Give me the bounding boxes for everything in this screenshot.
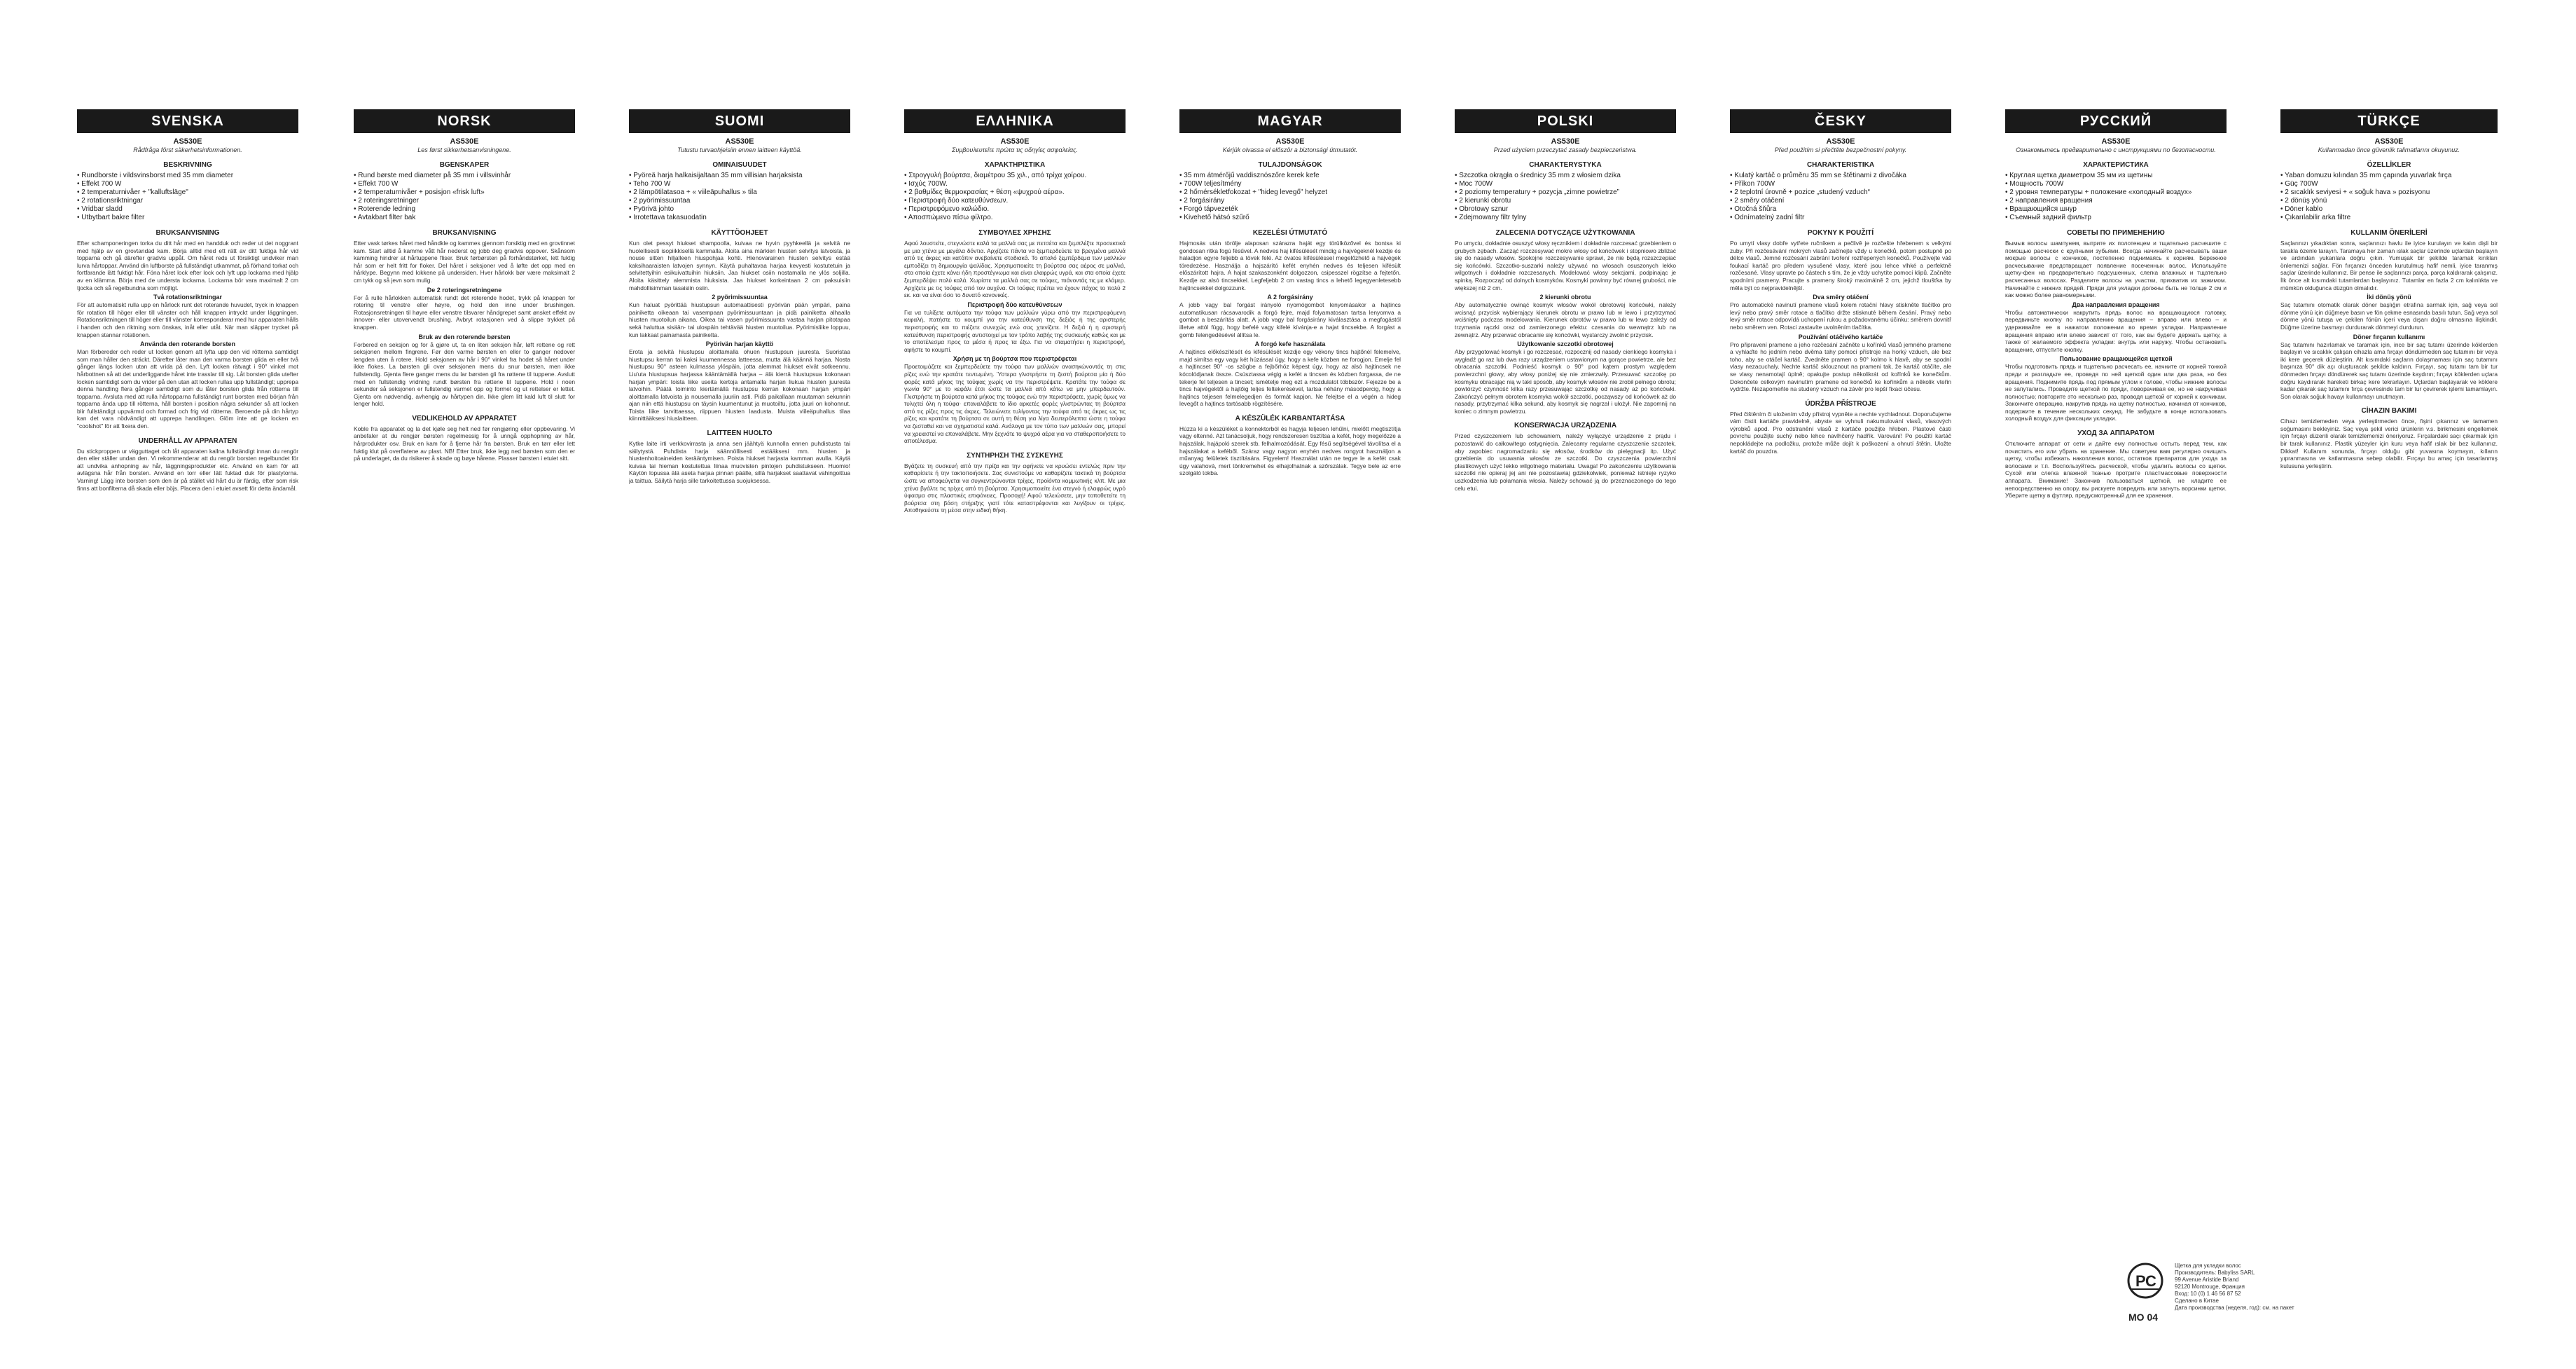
feature-list [1730, 172, 1951, 222]
usage-title: СОВЕТЫ ПО ПРИМЕНЕНИЮ [2067, 229, 2165, 237]
certification-text [2175, 1263, 2322, 1312]
model-number: AS530E [2374, 137, 2404, 146]
certification-line: Производитель: Babyliss SARL [2175, 1270, 2255, 1276]
brush-title: Používání otáčivého kartáče [1798, 333, 1883, 340]
feature-item: • 2 dönüş yönü [2280, 197, 2498, 205]
svg-text:C: C [2145, 1272, 2156, 1290]
rotation-title: De 2 roteringsretningene [427, 286, 502, 294]
language-header: POLSKI [1455, 109, 1676, 133]
brush-text: Aby przygotować kosmyk i go rozczesać, rozpocznij od nasady cienkiego kosmyka i wygładź go raz lub dwa razy urządzeniem ustawionym na gorące powietrze, ale bez obracania szczotki. Podnieść kosmyk o 90° pod kątem prostym względem powierzchni głowy, aby włosy poniżej się nie zmierzwiły. Przesuwać szczotkę po kosmyku obracając nią w taki sposób, aby kosmyk włosów nie zrobił pełnego obrotu; powtórzyć czynność kilka razy przesuwając szczotkę od nasady aż po końcówki. Zakończyć pełnym obrotem kosmyka wokół szczotki, począwszy od końcówek aż do nasady, przytrzymać kilka sekund, aby kosmyk się nagrzał i ułożył. Nie zapomnij na koniec o zimnym powietrzu. [1455, 348, 1676, 415]
description-title: ÖZELLİKLER [2367, 161, 2411, 169]
model-number: AS530E [173, 137, 202, 146]
certification-line: Щетка для укладки волос [2175, 1263, 2241, 1269]
usage-text: Po umyciu, dokładnie osuszyć włosy ręcznikiem i dokładnie rozczesać grzebieniem o grubych zębach. Zacząć rozczesywać mokre włosy od końcówek i stopniowo zbliżać się do nasady włosów. Spokojne rozczesywanie sprawi, że nie będą rozszczepiać się końcówki. Szczotko-suszarki należy używać na włosach osuszonych lekko wilgotnych i dokładnie rozczesanych. Modelować włosy sekcjami, podpinając je spinką. Rozpocząć od dolnych kosmyków. Kosmyki powinny być równej grubości, nie większej niż 2 cm. [1455, 240, 1676, 291]
feature-item: • Příkon 700W [1730, 180, 1951, 188]
brush-title: Bruk av den roterende børsten [418, 333, 511, 340]
rotation-text: Για να τυλίξετε αυτόματα την τούφα των μαλλιών γύρω από την περιστρεφόμενη κεφαλή, πατήστε το κουμπί για την κατεύθυνση της δεξιάς ή της αριστερής περιστροφής και το πιέζετε συνεχώς ενώ σας χτενίζετε. Η δεξιά ή η αριστερή κατεύθυνση περιστροφής αντιστοιχεί με τον τρόπο λαβής της συσκευής καθώς και με το αποτέλεσμα προς τα μέσα ή προς τα έξω. Για να σταματήσει η περιστροφή, αφήστε το κουμπί. [904, 308, 1126, 353]
rotation-text: Kun haluat pyörittää hiustupsun automaattisesti pyörivän pään ympäri, paina painiketta oikeaan tai vasempaan pyörimissuuntaan ja pidä painiketta alhaalla hiusten muotoilun aikana. Oikea tai vasen pyörimissuunta vastaa harjan pitotapaa sekä haluttua sisään- tai ulospäin tehtävää hiusten muotoilua. Pyörimisliike loppuu, kun lakkaat painamasta painiketta. [629, 301, 850, 338]
safety-note: Rådfråga först säkerhetsinformationen. [133, 146, 242, 153]
feature-item: • Zdejmowany filtr tylny [1455, 214, 1676, 222]
feature-item: • 2 hőmérsékletfokozat + "hideg levegő" helyzet [1179, 188, 1401, 197]
description-title: CHARAKTERISTIKA [1806, 161, 1875, 169]
feature-item: • Vridbar sladd [77, 205, 298, 214]
feature-item: • 2 temperaturnivåer + "kalluftsläge" [77, 188, 298, 197]
brush-title: Döner fırçanın kullanımı [2353, 333, 2425, 340]
care-title: ΣΥΝΤΗΡΗΣΗ ΤΗΣ ΣΥΣΚΕΥΗΣ [967, 451, 1063, 460]
care-text: Du stickproppen ur vägguttaget och låt apparaten kallna fullständigt innan du rengör den eller ställer undan den. Vi rekommenderar att du rengör borsten regelbundet för att undvika anhopning av hår, läggningsprodukter etc. Använd en kam för att avlägsna hår från borsten. Använd en torr eller lätt fuktad duk för plastytorna. Varning! Lägg inte borsten som den är på stället vid hårt du är färdig, efter som risk finns att bonfilterna då skada eller böjs. Placera den i etuiet avsett för detta ändamål. [77, 447, 298, 492]
language-header: ČESKY [1730, 109, 1951, 133]
language-column-8 [2280, 109, 2498, 1342]
rotation-title: 2 kierunki obrotu [1539, 294, 1591, 301]
language-column-6 [1730, 109, 1951, 1342]
language-header: NORSK [354, 109, 575, 133]
feature-item: • Περιστροφή δύο κατευθύνσεων. [904, 197, 1126, 205]
description-title: TULAJDONSÁGOK [1258, 161, 1322, 169]
feature-item: • Odnímatelný zadní filtr [1730, 214, 1951, 222]
feature-item: • 2 sıcaklık seviyesi + « soğuk hava » pozisyonu [2280, 188, 2498, 197]
brush-title: A forgó kefe használata [1254, 340, 1326, 348]
feature-item: • Effekt 700 W [354, 180, 575, 188]
model-number: AS530E [450, 137, 479, 146]
safety-note: Kullanmadan önce güvenlik talimatlarını okuyunuz. [2318, 146, 2460, 153]
brush-title: Pyörivän harjan käyttö [705, 340, 774, 348]
feature-item: • Effekt 700 W [77, 180, 298, 188]
feature-list [2280, 172, 2498, 222]
rotation-title: Περιστροφή δύο κατευθύνσεων [967, 301, 1062, 308]
feature-item: • 700W teljesítmény [1179, 180, 1401, 188]
language-header: SVENSKA [77, 109, 298, 133]
feature-item: • 2 forgásirány [1179, 197, 1401, 205]
brush-text: Προετοιμάζετε και ξεμπερδεύετε την τούφα των μαλλιών ανασηκώνοντάς τη στις ρίζες ενώ την κρατάτε τεντωμένη. Ύστερα γλιστρήστε τη ζεστή βούρτσα μία ή δύο φορές κατά μήκος της τούφας χωρίς να την περιστρέψετε. Κρατάτε την τούφα σε γωνία 90° με το κεφάλι έτσι ώστε τα μαλλιά από κάτω να μην μπερδευτούν. Γλιστρήστε τη βούρτσα κατά μήκος της τούφας ενώ την περιστρέφετε, χωρίς όμως να τυλιχτεί όλη η τούφα· επαναλάβετε το ίδιο αρκετές φορές γλιστρώντας τη βούρτσα από τις ρίζες προς τις άκρες. Τελειώνετε τυλίγοντας την τούφα από τις άκρες ως τις ρίζες και κρατάτε τη βούρτσα σε αυτή τη θέση για λίγα δευτερόλεπτα ώστε η τούφα να ζεσταθεί και να σχηματιστεί καλά. Ανάλογα με τον τύπο των μαλλιών σας, μπορεί να χρειαστεί να επαναλάβετε. Μην ξεχνάτε το ψυχρό αέρα για να σταθεροποιήσετε το αποτέλεσμα. [904, 363, 1126, 445]
rotation-text: Чтобы автоматически накрутить прядь волос на вращающуюся головку, передвиньте кнопку по направлению вращения – вправо или влево – и удерживайте ее в нажатом положении во время укладки. Направление вращения вправо или влево зависит от того, как вы будете держать щетку, а также от желаемого эффекта укладки: внутрь или наружу. Чтобы остановить вращение, отпустите кнопку. [2005, 308, 2227, 353]
feature-list [1455, 172, 1676, 222]
feature-item: • Съемный задний фильтр [2005, 214, 2227, 222]
rotation-text: Aby automatycznie owinąć kosmyk włosów wokół obrotowej końcówki, należy wcisnąć przycisk wybierający kierunek obrotu w prawo lub w lewo i przytrzymać wciśnięty podczas modelowania. Kierunek obrotów w prawo lub w lewo zależy od trzymania rączki oraz od zamierzonego efektu: czesania do wewnątrz lub na zewnątrz. Aby przerwać obracanie się końcówki, wystarczy zwolnić przycisk. [1455, 301, 1676, 338]
care-text: Βγάζετε τη συσκευή από την πρίζα και την αφήνετε να κρυώσει εντελώς πριν την καθαρίσετε ή την τακτοποιήσετε. Σας συνιστούμε να καθαρίζετε τακτικά τη βούρτσα ώστε να αποφεύγεται να συγκεντρώνονται τρίχες, προϊόντα κομμωτικής κλπ. Με μια χτένα βγάλτε τις τρίχες από τη βούρτσα. Χρησιμοποιείτε ένα στεγνό ή ελαφρώς υγρό ύφασμα στις πλαστικές επιφάνειες. Προσοχή! Αφού τελειώσετε, μην τοποθετείτε τη βούρτσα στη βάση στήριξης γιατί τότε καταστρέφονται και λυγίζουν οι τρίχες. Αποθηκεύστε τη μέσα στην ειδική θήκη. [904, 462, 1126, 514]
rotation-text: För att automatiskt rulla upp en hårlock runt det roterande huvudet, tryck in knappen för rotation till höger eller till vänster och håll knappen intryckt under läggningen. Rotationsriktningen till höger eller till vänster korresponderar med hur apparaten hålls i handen och den riktning som önskas, inåt eller utåt. När man släpper trycket på knappen stannar rotationen. [77, 301, 298, 338]
feature-item: • Forgó tápvezeték [1179, 205, 1401, 214]
language-column-5 [1455, 109, 1676, 1342]
description-title: ХАРАКТЕРИСТИКА [2083, 161, 2149, 169]
usage-title: BRUKSANVISNING [155, 229, 220, 237]
safety-note: Les først sikkerhetsanvisningene. [417, 146, 511, 153]
feature-item: • Rundborste i vildsvinsborst med 35 mm diameter [77, 172, 298, 180]
rotation-title: A 2 forgásirány [1267, 294, 1313, 301]
care-text: Před čištěním či uložením vždy přístroj vypněte a nechte vychladnout. Doporučujeme vám čistit kartáče pravidelně, abyste se vyhnuli nakumulování vlasů, vlasových výrobků apod. Pro odstranění vlasů z kartáče použijte hřeben. Plastové části povrchu použijte suchý nebo lehce navlhčený hadřík. Varování! Po použití kartáč nepokládejte na podložku, protože může dojít k poškození a ohnutí štětin. Uložte kartáč do pouzdra. [1730, 410, 1951, 455]
feature-list [904, 172, 1126, 222]
feature-item: • Güç 700W [2280, 180, 2498, 188]
brush-title: Пользование вращающейся щеткой [2059, 355, 2173, 363]
brush-text: Pro připravení pramene a jeho rozčesání začněte u kořínků vlasů jemného pramene a vyhlaďte ho jedním nebo dvěma tahy pomocí přístroje na horký vzduch, ale bez toho, aby se otáčel kartáč. Zvedněte pramen o 90° kolmo k hlavě, aby se spodní vlasy nezacuchaly. Nechte kartáč sklouznout na prameni tak, že kartáč otáčíte, ale se vlasy nenamotají úplně; opakujte postup několikrát od kořínků ke konečkům. Dokončete celkovým navinutím pramene od konečků ke kořínkům a několik vteřin vydržte. Nezapomeňte na studený vzduch na závěr pro lepší fixaci účesu. [1730, 340, 1951, 393]
feature-item: • 2 kierunki obrotu [1455, 197, 1676, 205]
usage-text: Kun olet pessyt hiukset shampoolla, kuivaa ne hyvin pyyhkeellä ja selvitä ne huolellisesti isopiikkisellä kammalla. Aloita aina märkien hiusten selvitys latvoista, ja nouse sitten hiljalleen hiuspohjaa kohti. Hienovarainen hiusten selvitys estää kaksihaaraisten latvojen synnyn. Käytä puhaltavaa harjaa kevyesti kostutetuin ja selvitettyihin esikuivattuihin hiuksiin. Jaa hiukset osiin nostamalla ne ylös soljilla. Aloita käsittely alemmista hiuksista. Jaa hiukset korkeintaan 2 cm paksuisiin mahdollisimman tasaisiin osiin. [629, 240, 850, 291]
feature-item: • 2 temperaturnivåer + posisjon «frisk luft» [354, 188, 575, 197]
language-column-2 [629, 109, 850, 1342]
rotation-title: İki dönüş yönü [2367, 294, 2411, 301]
feature-item: • 2 roteringsretninger [354, 197, 575, 205]
language-column-4 [1179, 109, 1401, 1342]
feature-list [77, 172, 298, 222]
brush-title: Χρήση με τη βούρτσα που περιστρέφεται [953, 355, 1077, 363]
brush-title: Använda den roterande borsten [139, 340, 236, 348]
feature-item: • Avtakbart filter bak [354, 214, 575, 222]
feature-list [1179, 172, 1401, 222]
feature-item: • Döner kablo [2280, 205, 2498, 214]
brush-text: Forbered en seksjon og for å gjøre ut, ta en liten seksjon hår, løft rettene og rett seksjonen mellom fingrene. Før den varme børsten en eller to ganger nedover lengden uten å rotere. Hold seksjonen av hår i 90° vinkel fra hodet så håret under ikke flokes. La børsten gli over seksjonen mens du snur børsten, men ikke fullstendig. Gjenta flere ganger mens du lar børsten gli fra røttene til tuppene. Avslutt med en fullstendig vridning rundt børsten fra røttene til tuppene. Hold i noen sekunder så seksjonen er fullstendig varmet opp og formet og ut rettelser er lettet. Gjenta om nødvendig, avhengig av hårtypen din. Ikke glem litt kald luft til slutt for lenger hold. [354, 340, 575, 408]
feature-item: • Moc 700W [1455, 180, 1676, 188]
language-columns [0, 109, 2576, 1342]
rotation-text: A jobb vagy bal forgást irányoló nyomógombot lenyomásakor a hajtincs automatikusan rácsavarodik a forgó fejre, majd folyamatosan tartsa lenyomva a gombot a beszárítás alatt. A jobb vagy bal forgásirány kiválasztása a megfogástól illetve attól függ, hogy befelé vagy kifelé kívánja-e a hajat tincsekbe. A forgást a gomb felengedésével állítsa le. [1179, 301, 1401, 338]
model-number: AS530E [1275, 137, 1305, 146]
usage-title: KULLANIM ÖNERİLERİ [2350, 229, 2428, 237]
care-title: LAITTEEN HUOLTO [707, 429, 773, 438]
certification-line: 99 Avenue Aristide Briand [2175, 1277, 2239, 1283]
description-title: OMINAISUUDET [712, 161, 767, 169]
care-title: KONSERWACJA URZĄDZENIA [1514, 422, 1617, 430]
language-column-1 [354, 109, 575, 1342]
feature-item: • Obrotowy sznur [1455, 205, 1676, 214]
feature-item: • 2 poziomy temperatury + pozycja „zimne powietrze” [1455, 188, 1676, 197]
feature-item: • 35 mm átmérőjű vaddisznószőre kerek kefe [1179, 172, 1401, 180]
usage-title: BRUKSANVISNING [432, 229, 497, 237]
certification-mark-icon [2126, 1261, 2165, 1303]
description-title: BESKRIVNING [163, 161, 212, 169]
feature-item: • Αποσπώμενο πίσω φίλτρο. [904, 214, 1126, 222]
usage-text: Вымыв волосы шампунем, вытрите их полотенцем и тщательно расчешите с помощью расчески с крупными зубьями. Всегда начинайте расчесывать ваши мокрые волосы с кончиков, постепенно поднимаясь к корням. Бережное расчесывание предотвращает появление посеченных волос. Используйте щетку-фен на предварительно подсушенных, слегка влажных и тщательно расчесанных волосах. Разделите волосы на участки, прихватив их зажимом. Начинайте с нижних прядей. Пряди для укладки должны быть не толще 2 см и как можно более равномерными. [2005, 240, 2227, 299]
brush-text: Чтобы подготовить прядь и тщательно расчесать ее, начните от корней тонкой пряди и разгладьте ее, проведя по ней щеткой один или два раза, но без вращения. Поднимите прядь под прямым углом к голове, чтобы нижние волосы не запутались. Проведите щеткой по пряди, поворачивая ее, но не накручивая полностью; повторите это несколько раз, проводя щеткой от корней к кончикам. Закончите операцию, накрутив прядь на щетку полностью, начиная от кончиков, подержите в течение нескольких секунд. Не забудьте в конце использовать холодный воздух для фиксации укладки. [2005, 363, 2227, 422]
certification-line: Дата производства (неделя, год): см. на пакет [2175, 1305, 2294, 1311]
language-header: TÜRKÇE [2280, 109, 2498, 133]
care-title: ÚDRŽBA PŘÍSTROJE [1805, 399, 1876, 408]
language-column-0 [77, 109, 298, 1342]
care-text: Húzza ki a készüléket a konnektorból és hagyja teljesen lehűlni, mielőtt megtisztítja vagy eltenné. Azt tanácsoljuk, hogy rendszeresen tisztítsa a kefét, hogy megelőzze a hajszálak, hajápoló szerek stb. felhalmozódását. Egy fésű segítségével távolítsa el a hajszálakat a keféből. Száraz vagy nagyon enyhén nedves rongyot használjon a műanyag felületek tisztítására. Figyelem! Használat után ne tegye le a kefét csak úgy valahová, mert tönkremehet és elhajolhatnak a szőrszálak. Tegye bele az erre szolgáló tokba. [1179, 425, 1401, 477]
rotation-title: Два направления вращения [2072, 301, 2160, 308]
feature-item: • Στρογγυλή βούρτσα, διαμέτρου 35 χιλ., από τρίχα χοίρου. [904, 172, 1126, 180]
brush-text: Erota ja selvitä hiustupsu aloittamalla ohuen hiustupsun juuresta. Suoristaa hiustupsu kerran tai kaksi kuumennessa latteessa, mutta älä käännä harjaa. Nosta hiustupsu 90° asteen kulmassa ylöspäin, jotta alemmat hiukset eivät sotkeennu. Liu'uta hiustupsua harjassa kääntämällä harjaa – älä kierrä hiustupsua kokonaan harjan ympäri: toista liike useita kertoja antamalla harjan liukua hiusten juuresta latvoihin. Päätä toiminto kiertämällä hiustupsu kerran kokonaan harjan ympäri aloittamalla latvoista ja nousemalla juuriin asti. Pidä paikallaan muutaman sekunnin ajan niin että hiustupsu on täysin kuumentunut ja muotoiltu, jotta juuri on kohonnut. Toista liike tarvittaessa, riippuen hiusten laadusta. Muista viileäpuhallus tilaa kiinnittääksesi hiuslaitteen. [629, 348, 850, 422]
care-text: Kytke laite irti verkkovirrasta ja anna sen jäähtyä kunnolla ennen puhdistusta tai säilytystä. Puhdista harja säännöllisesti estääksesi mm. hiusten ja hiustenhoitoaineiden kerääntymisen. Poista hiukset harjasta kamman avulla. Käytä kuivaa tai hieman kostutettua liinaa muovisten pintojen puhdistukseen. Huomio! Käytön lopussa älä aseta harjaa pinnan päälle, sillä harjakset saattavat vahingoittua ja taittua. Säilytä harja sille tarkoitettussa suojuksessa. [629, 440, 850, 485]
usage-title: KEZELÉSI ÚTMUTATÓ [1252, 229, 1328, 237]
certification-line: Вход: 10 (0) 1 46 56 87 52 [2175, 1291, 2241, 1297]
feature-item: • 2 направления вращения [2005, 197, 2227, 205]
feature-item: • Pyöreä harja halkaisijaltaan 35 mm villisian harjaksista [629, 172, 850, 180]
feature-item: • Мощность 700W [2005, 180, 2227, 188]
model-number: AS530E [725, 137, 754, 146]
usage-text: Hajmosás után törölje alaposan szárazra haját egy törülközővel és bontsa ki gondosan ritka fogú fésűvel. A nedves haj kifésülését mindig a hajvégeknél kezdje és haladjon egyre feljebb a tövek felé. Az óvatos kifésüléssel megelőzhető a hajvégek töredezése. Használja a hajszárító kefét enyhén nedves és teljesen kifésült előszárított hajra. A hajat szakaszonként dolgozzon, csipesszel rögzítse a fejtetőn. Kezdje az alsó tincsekkel. Legfeljebb 2 cm vastag tincs a lehető legegyenletesebb hajtincsekkel dolgozzunk. [1179, 240, 1401, 291]
feature-item: • Вращающийся шнур [2005, 205, 2227, 214]
description-title: CHARAKTERYSTYKA [1529, 161, 1602, 169]
feature-item: • Kivehető hátsó szűrő [1179, 214, 1401, 222]
safety-note: Ознакомьтесь предварительно с инструкциями по безопасности. [2016, 146, 2216, 153]
feature-item: • Kulatý kartáč o průměru 35 mm se štětinami z divočáka [1730, 172, 1951, 180]
feature-item: • Pyörivä johto [629, 205, 850, 214]
feature-item: • Περιστρεφόμενο καλώδιο. [904, 205, 1126, 214]
care-title: A KÉSZÜLÉK KARBANTARTÁSA [1235, 414, 1345, 422]
description-title: ΧΑΡΑΚΤΗΡΙΣΤΙΚΑ [984, 161, 1046, 169]
language-header: SUOMI [629, 109, 850, 133]
certification-code: МО 04 [2128, 1312, 2159, 1323]
safety-note: Συμβουλευτείτε πρώτα τις οδηγίες ασφαλείας. [951, 146, 1078, 153]
feature-item: • 2 уровня температуры + положение «холодный воздух» [2005, 188, 2227, 197]
feature-item: • Szczotka okrągła o średnicy 35 mm z włosiem dzika [1455, 172, 1676, 180]
care-title: CİHAZIN BAKIMI [2361, 407, 2417, 415]
feature-item: • Irrotettava takasuodatin [629, 214, 850, 222]
model-number: AS530E [1551, 137, 1580, 146]
usage-title: KÄYTTÖOHJEET [711, 229, 768, 237]
feature-list [354, 172, 575, 222]
model-number: AS530E [1826, 137, 1855, 146]
care-text: Przed czyszczeniem lub schowaniem, należy wyłączyć urządzenie z prądu i pozostawić do całkowitego ostygnięcia. Zalecamy regularne czyszczenie szczotek, aby zapobiec nagromadzaniu się włosów, środków do pielęgnacji itp. Użyć grzebienia do usuwania włosów ze szczotki. Do czyszczenia powierzchni plastikowych użyć lekko wilgotnego materiału. Uwaga! Po zakończeniu użytkowania szczotki nie opieraj jej ani nie pozostawiaj gdziekolwiek, ponieważ istnieje ryzyko uszkodzenia lub połamania włosia. Należy schować ją do przeznaczonego do tego celu etui. [1455, 432, 1676, 492]
feature-item: • 2 βαθμίδες θερμοκρασίας + θέση «ψυχρού αέρα». [904, 188, 1126, 197]
safety-note: Tutustu turvaohjeisiin ennen laitteen käyttöä. [677, 146, 802, 153]
description-title: BGENSKAPER [439, 161, 490, 169]
safety-note: Przed użyciem przeczytać zasady bezpieczeństwa. [1493, 146, 1637, 153]
care-text: Отключите аппарат от сети и дайте ему полностью остыть перед тем, как почистить его или убрать на хранение. Мы советуем вам регулярно очищать щетку, чтобы избежать накопления волос, остатков препаратов для ухода за волосами и т.п. Воспользуйтесь расческой, чтобы удалить волосы со щетки. Сухой или слегка влажной тканью протрите пластмассовые поверхности аппарата. Внимание! Закончив пользоваться щеткой, не кладите ее непосредственно на опору, вы рискуете повредить или загнуть ворсинки щетки. Уберите щетку в футляр, предусмотренный для ее хранения. [2005, 440, 2227, 500]
brush-text: Man förbereder och reder ut locken genom att lyfta upp den vid rötterna samtidigt som man håller den sträckt. Därefter låter man den varma borsten glida en eller två gånger längs locken utan att vrida på den. Lyft locken rätvagt i 90° vinkel mot hårbottnen så att det underliggande håret inte trasslar till sig. Låt borsten glida utefter locken samtidigt som du vrider på den utan att locken rullas upp fullständigt; upprepa denna handling flera gånger samtidigt som du låter borsten glida från rötterna till topparna. Avsluta med att rulla hårtopparna fullständigt runt borsten med början från topparna ända upp till rötterna, håll borsten i position några sekunder så att locken blir fullständigt uppvärmd och formad och frig vid rötterna. Beroende på din hårtyp kan det vara nödvändigt att upprepa handlingen. Glöm inte att ge locken en "coolshot" för att fixera den. [77, 348, 298, 430]
svg-text:P: P [2135, 1272, 2146, 1290]
feature-list [2005, 172, 2227, 222]
feature-list [629, 172, 850, 222]
usage-text: Po umytí vlasy dobře vytřete ručníkem a pečlivě je rozčešte hřebenem s velkými zuby. Při rozčesávání mokrých vlasů začínejte vždy u konečků, potom postupně po délce vlasů. Jemné rozčesání zabrání tvoření roztřepených konečků. Používejte váš foukací kartáč pro předem vysušené vlasy, které jsou lehce vlhké a perfektně rozčesané. Vlasy upravte po částech s tím, že je vždy uchytíte pomocí klipů. Začněte spodními prameny. Pracujte s prameny široký maximálně 2 cm, jejichž tloušťka by měla být co nejpravidelnější. [1730, 240, 1951, 291]
usage-text: Αφού λουστείτε, στεγνώστε καλά τα μαλλιά σας με πετσέτα και ξεμπλέξτε προσεκτικά με μια χτένα με μεγάλα δόντια. Αρχίζετε πάντα να ξεμπερδεύετε τα βρεγμένα μαλλιά από τις άκρες και κατόπιν ανεβαίνετε σταδιακά. Το απαλό ξεμπέρδεμα των μαλλιών εμποδίζει τη δημιουργία ψαλίδας. Χρησιμοποιείτε τη βούρτσα σας αέρος σε μαλλιά, στα οποία έχετε κάνει ήδη προστέγνωμα και είναι ελαφρώς υγρά, και στα οποία έχετε ξεμπερδέψει πολύ καλά. Χωρίστε τα μαλλιά σας σε τούφες, πιάνοντάς τις με κλάμερ. Αρχίζετε με τις τούφες από τον αυχένα. Οι τούφες πρέπει να έχουν πάχος το πολύ 2 εκ. και να είναι όσο το δυνατό κανονικές. [904, 240, 1126, 299]
model-number: AS530E [1000, 137, 1030, 146]
brush-text: A hajtincs előkészítését és kifésülését kezdje egy vékony tincs hajtőnél felemelve, majd simítsa egy vagy két húzással úgy, hogy a kefe közben ne forogjon. Emelje fel a hajtincset 90° -os szögbe a fejbőrhöz képest úgy, hogy az alsó hajtincsek ne kócolódjanak össze. Csúsztassa végig a kefét a tincsen és közben forgassa, de ne tekerje fel teljesen a tincset; ismételje meg ezt a mozdulatot többször. Fejezze be a tincs hajvégektől a hajtőig teljes feltekerésével, tartsa néhány másodpercig, hogy a hajtincs teljesen felmelegedjen és formát kapjon. Ne felejtse el a végén a hideg levegőt a hajtincs tartósabb rögzítésére. [1179, 348, 1401, 408]
usage-text: Etter vask tørkes håret med håndkle og kammes gjennom forsiktig med en grovtinnet kam. Start alltid å kamme vått hår nederst og jobb deg gradvis oppover. Skånsom kamming hindrer at hårtuppene fliser. Bruk førbørsten på forhåndstørket, lett fuktig hår som er helt fritt for floker. Del håret i seksjoner ved å løfte det opp med en hårklype. Begynn med lokkene på undersiden. Hver hårlokk bør være maksimalt 2 cm tykk og så jevn som mulig. [354, 240, 575, 284]
usage-title: ΣΥΜΒΟΥΛΕΣ ΧΡΗΣΗΣ [978, 229, 1051, 237]
care-title: УХОД ЗА АППАРАТОМ [2077, 429, 2154, 438]
care-title: UNDERHÅLL AV APPARATEN [138, 436, 237, 445]
rotation-text: Saç tutamını otomatik olarak döner başlığın etrafına sarmak için, sağ veya sol dönme yönü için düğmeye basın ve fön çekme esnasında basılı tutun. Sağ veya sol dönme yönü tutuşa ve çekilen fönün içeri veya dışarı doğru olmasına ilişkindir. Düğme üzerine basmayı durdurarak dönmeyi durdurun. [2280, 301, 2498, 331]
feature-item: • Rund børste med diameter på 35 mm i villsvinhår [354, 172, 575, 180]
feature-item: • Teho 700 W [629, 180, 850, 188]
usage-text: Efter schamponeringen torka du ditt hår med en handduk och reder ut det noggrant med hjälp av en grovtandad kam. Börja alltid med ett rätt av ditt fuktiga hår vid topparna och gå därefter gradvis uppåt. Om håret reds ut försiktigt undviker man lurva hårtoppar. Använd din luftborste på fullständigt utkammat, på förhand torkat och fortfarande lätt fuktigt hår. Föna håret lock efter lock och lyft upp lockarna med hjälp av en klämma. Börja med de understa lockarna. Lockarna bör vara maximalt 2 cm tjocka och så regelbundna som möjligt. [77, 240, 298, 291]
rotation-title: 2 pyörimissuuntaa [712, 294, 768, 301]
safety-note: Před použitím si přečtěte bezpečnostní pokyny. [1774, 146, 1907, 153]
brush-text: Saç tutamını hazırlamak ve taramak için, ince bir saç tutamı üzerinde köklerden başlayın ve sıcaklık çalışan cihazla ama fırçayı döndürmeden saç tutamını bir veya iki kere geçerek düzleştirin. Alt kısımdaki saçların dolaşmaması için saç tutamını başınıza 90° dik açı oluşturacak şekilde kaldırın. Fırçayı, saç tutamı tam bir tur dönmeden fırçayı döndürerek saç tutamı üzerinde kaydırın; fırçayı köklerden uçlara doğru kaydırarak hareketi birkaç kere tekrarlayın. Uçlardan başlayarak ve köklere kadar çıkarak saç tutamını fırça çevresinde tam bir tur çevirerek işlemi tamamlayın. Son olarak soğuk havayı kullanmayı unutmayın. [2280, 340, 2498, 400]
rotation-title: Två rotationsriktningar [153, 294, 222, 301]
rotation-text: For å rulle hårlokken automatisk rundt det roterende hodet, trykk på knappen for rotering til venstre eller høyre, og hold den inne under brushingen. Rotasjonsretningen til høyre eller venstre tilsvarer håndgrepet samt ønsket effekt av innover- eller utovervendt brushing. Avbryt rotasjonen ved å slippe trykket på knappen. [354, 294, 575, 331]
usage-title: POKYNY K POUŽITÍ [1807, 229, 1874, 237]
usage-text: Saçlarınızı yıkadıktan sonra, saçlarınızı havlu ile iyice kurulayın ve kalın dişli bir tarakla özenle tarayın. Taramaya her zaman ıslak saçlar üzerinde uçlardan başlayın ve ardından yukarılara doğru çıkın. Yumuşak bir şekilde taramak kırıkları önlemenizi sağlar. Fön fırçanızı önceden kurutulmuş hafif nemli, iyice taranmış saçlar üzerinde kullanınız. Bir pense ile saçlarınızı parça, parça kaldırarak çalışınız. İlk önce alt kısımdaki tutamlardan başlayınız. Tutamlar en fazla 2 cm kalınlıkta ve mümkün olduğunca düzgün olmalıdır. [2280, 240, 2498, 291]
model-number: AS530E [2101, 137, 2131, 146]
feature-item: • Otočná šňůra [1730, 205, 1951, 214]
certification-line: Сделано в Китае [2175, 1298, 2219, 1304]
care-title: VEDLIKEHOLD AV APPARATET [412, 414, 517, 422]
feature-item: • Yaban domuzu kılından 35 mm çapında yuvarlak fırça [2280, 172, 2498, 180]
language-header: ΕΛΛΗΝΙΚΑ [904, 109, 1126, 133]
rotation-title: Dva směry otáčení [1813, 294, 1869, 301]
care-text: Koble fra apparatet og la det kjøle seg helt ned før rengjøring eller oppbevaring. Vi anbefaler at du rengjør børsten regelmessig for å unngå opphopning av hår, hårprodukter osv. Bruk en kam for å fjerne hår fra børsten. Bruk en tørr eller lett fuktig klut på overflatene av plast. NB! Etter bruk, ikke legg ned børsten som den er på underlaget, da du risikerer å skade og bøye hårene. Plasser børsten i etuiet sitt. [354, 425, 575, 462]
feature-item: • Çıkarılabilir arka filtre [2280, 214, 2498, 222]
feature-item: • 2 lämpötilatasoa + « viileäpuhallus » tila [629, 188, 850, 197]
safety-note: Kérjük olvassa el először a biztonsági útmutatót. [1222, 146, 1358, 153]
certification-line: 92120 Montrouge, Франция [2175, 1284, 2245, 1290]
feature-item: • 2 rotationsriktningar [77, 197, 298, 205]
certification-block [2126, 1261, 2322, 1331]
care-text: Cihazı temizlemeden veya yerleştirmeden önce, fişini çıkarınız ve tamamen soğumasını bekleyiniz. Saç veya şekil verici ürünlerin v.s. birikmesini engellemek için fırçayı düzenli olarak temizlemenizi öneriyoruz. Fırçalardaki saçı çıkarmak için bir tarak kullanınız. Plastik yüzeyler için kuru veya hafif ıslak bir bez kullanınız. Dikkat! Kullanım sonunda, fırçayı olduğu gibi yuvasına koymayın, kılların yıpranmasına ve katlanmasına sebep olabilir. Fırçayı bu amaç için tasarlanmış kutusuna yerleştirin. [2280, 418, 2498, 469]
language-header: MAGYAR [1179, 109, 1401, 133]
language-header: РУССКИЙ [2005, 109, 2227, 133]
feature-item: • Utbytbart bakre filter [77, 214, 298, 222]
feature-item: • Круглая щетка диаметром 35 мм из щетины [2005, 172, 2227, 180]
language-column-7 [2005, 109, 2227, 1342]
language-column-3 [904, 109, 1126, 1342]
usage-title: ZALECENIA DOTYCZĄCE UŻYTKOWANIA [1495, 229, 1635, 237]
feature-item: • Roterende ledning [354, 205, 575, 214]
feature-item: • 2 pyörimissuuntaa [629, 197, 850, 205]
feature-item: • Ισχύς 700W. [904, 180, 1126, 188]
feature-item: • 2 směry otáčení [1730, 197, 1951, 205]
rotation-text: Pro automatické navinutí pramene vlasů kolem rotační hlavy stiskněte tlačítko pro levý nebo pravý směr rotace a tlačítko držte stisknuté během česání. Pravý nebo levý směr rotace odpovídá uchopení rukou a požadovanému účinku: směrem dovnitř nebo směrem ven. Rotaci zastavíte uvolněním tlačítka. [1730, 301, 1951, 331]
brush-title: Użytkowanie szczotki obrotowej [1517, 340, 1614, 348]
feature-item: • 2 teplotní úrovně + pozice „studený vzduch“ [1730, 188, 1951, 197]
